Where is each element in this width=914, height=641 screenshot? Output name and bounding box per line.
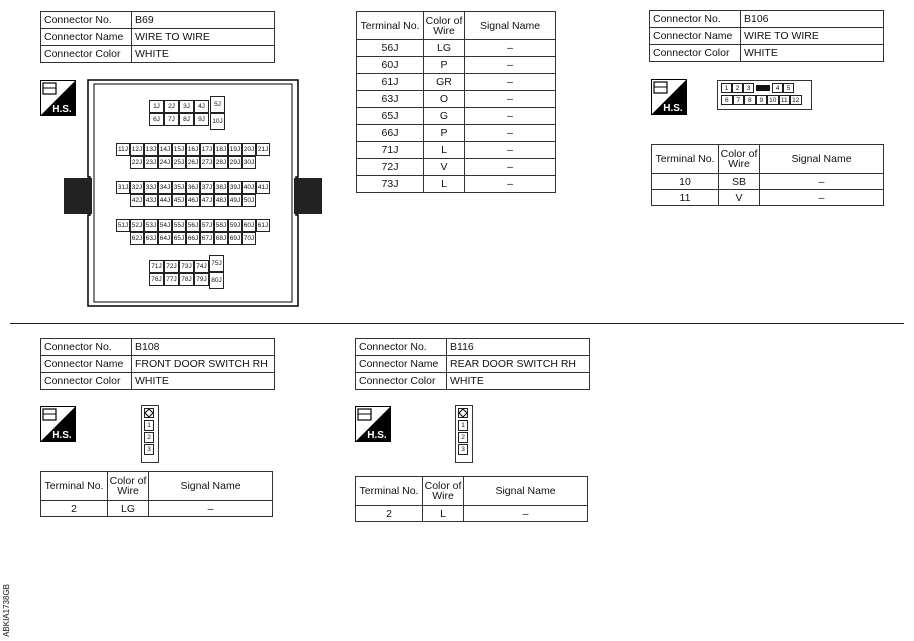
connector-pin: 69J bbox=[228, 232, 242, 245]
connector-pin: 1 bbox=[458, 420, 468, 431]
connector-color-value: WHITE bbox=[741, 45, 884, 62]
connector-pin: 21J bbox=[256, 143, 270, 156]
wire-color-cell: L bbox=[424, 176, 465, 193]
connector-pin: 72J bbox=[164, 260, 179, 273]
connector-pin: 60J bbox=[242, 219, 256, 232]
wire-color-cell: P bbox=[424, 57, 465, 74]
connector-name-value: WIRE TO WIRE bbox=[132, 29, 275, 46]
diamond-key-icon bbox=[144, 408, 154, 418]
wire-color-cell: LG bbox=[424, 40, 465, 57]
connector-pin: 6J bbox=[149, 113, 164, 126]
label: Connector No. bbox=[356, 339, 447, 356]
connector-pin: 29J bbox=[228, 156, 242, 169]
connector-pin: 36J bbox=[186, 181, 200, 194]
connector-pin: 37J bbox=[200, 181, 214, 194]
connector-pin: 3 bbox=[144, 444, 154, 455]
wire-color-cell: P bbox=[424, 125, 465, 142]
connector-key bbox=[756, 85, 770, 91]
table-row bbox=[357, 176, 556, 193]
connector-pin: 59J bbox=[228, 219, 242, 232]
label: Connector Color bbox=[41, 46, 132, 63]
b108-connector-info bbox=[40, 338, 275, 390]
wire-color-cell: L bbox=[423, 506, 464, 522]
table-row bbox=[357, 108, 556, 125]
connector-pin: 45J bbox=[172, 194, 186, 207]
signal-name-cell: – bbox=[465, 176, 556, 193]
signal-name-cell: – bbox=[465, 142, 556, 159]
connector-pin: 49J bbox=[228, 194, 242, 207]
b116-connector-info bbox=[355, 338, 590, 390]
connector-pin: 8 bbox=[744, 95, 756, 105]
connector-pin: 1J bbox=[149, 100, 164, 113]
signal-name-cell: – bbox=[465, 40, 556, 57]
connector-pin: 30J bbox=[242, 156, 256, 169]
header-terminal-no: Terminal No. bbox=[356, 477, 423, 506]
connector-pin: 24J bbox=[158, 156, 172, 169]
connector-pin: 12 bbox=[790, 95, 802, 105]
header-color-of-wire: Color of Wire bbox=[108, 472, 149, 501]
connector-pin: 54J bbox=[158, 219, 172, 232]
table-row bbox=[357, 91, 556, 108]
connector-pin: 2 bbox=[144, 432, 154, 443]
terminal-no-cell: 56J bbox=[357, 40, 424, 57]
wire-color-cell: SB bbox=[719, 174, 760, 190]
table-row bbox=[357, 142, 556, 159]
b106-terminal-table bbox=[651, 144, 884, 206]
connector-pin: 12J bbox=[130, 143, 144, 156]
connector-pin: 8J bbox=[179, 113, 194, 126]
table-row bbox=[357, 57, 556, 74]
b69-terminal-table bbox=[356, 11, 556, 193]
connector-pin: 73J bbox=[179, 260, 194, 273]
signal-name-cell: – bbox=[760, 190, 884, 206]
connector-pin: 28J bbox=[214, 156, 228, 169]
hs-label: H.S. bbox=[663, 103, 683, 114]
signal-name-cell: – bbox=[465, 159, 556, 176]
connector-pin: 56J bbox=[186, 219, 200, 232]
hs-label: H.S. bbox=[52, 430, 72, 441]
label: Connector No. bbox=[41, 339, 132, 356]
connector-pin: 55J bbox=[172, 219, 186, 232]
connector-pin: 63J bbox=[144, 232, 158, 245]
connector-pin: 20J bbox=[242, 143, 256, 156]
connector-pin: 76J bbox=[149, 273, 164, 286]
connector-pin: 17J bbox=[200, 143, 214, 156]
connector-pin: 31J bbox=[116, 181, 130, 194]
connector-pin: 9J bbox=[194, 113, 209, 126]
connector-pin: 22J bbox=[130, 156, 144, 169]
connector-pin: 3J bbox=[179, 100, 194, 113]
connector-pin: 5 bbox=[783, 83, 794, 93]
connector-pin: 53J bbox=[144, 219, 158, 232]
signal-name-cell: – bbox=[464, 506, 588, 522]
connector-pin: 47J bbox=[200, 194, 214, 207]
connector-pin: 66J bbox=[186, 232, 200, 245]
label: Connector Color bbox=[41, 373, 132, 390]
connector-no-value: B106 bbox=[741, 11, 884, 28]
connector-pin: 65J bbox=[172, 232, 186, 245]
connector-pin: 7 bbox=[733, 95, 745, 105]
connector-pin: 2 bbox=[732, 83, 743, 93]
connector-pin: 2 bbox=[458, 432, 468, 443]
b69-connector-info bbox=[40, 11, 275, 63]
header-signal-name: Signal Name bbox=[464, 477, 588, 506]
connector-pin: 57J bbox=[200, 219, 214, 232]
terminal-no-cell: 11 bbox=[652, 190, 719, 206]
header-signal-name: Signal Name bbox=[149, 472, 273, 501]
connector-name-value: FRONT DOOR SWITCH RH bbox=[132, 356, 275, 373]
connector-pin: 13J bbox=[144, 143, 158, 156]
connector-pin: 3 bbox=[458, 444, 468, 455]
terminal-no-cell: 72J bbox=[357, 159, 424, 176]
connector-pin: 70J bbox=[242, 232, 256, 245]
table-row bbox=[652, 174, 884, 190]
connector-pin: 26J bbox=[186, 156, 200, 169]
connector-pin: 42J bbox=[130, 194, 144, 207]
connector-no-value: B69 bbox=[132, 12, 275, 29]
header-signal-name: Signal Name bbox=[465, 12, 556, 40]
connector-pin: 35J bbox=[172, 181, 186, 194]
hs-label: H.S. bbox=[52, 104, 72, 115]
connector-pin: 44J bbox=[158, 194, 172, 207]
connector-pin: 3 bbox=[743, 83, 754, 93]
label: Connector Name bbox=[650, 28, 741, 45]
connector-pin: 1 bbox=[721, 83, 732, 93]
terminal-no-cell: 2 bbox=[41, 501, 108, 517]
connector-color-value: WHITE bbox=[132, 46, 275, 63]
connector-pin: 11J bbox=[116, 143, 130, 156]
terminal-no-cell: 60J bbox=[357, 57, 424, 74]
connector-pin: 46J bbox=[186, 194, 200, 207]
table-row bbox=[357, 125, 556, 142]
connector-pin: 58J bbox=[214, 219, 228, 232]
connector-pin: 39J bbox=[228, 181, 242, 194]
header-color-of-wire: Color of Wire bbox=[423, 477, 464, 506]
header-signal-name: Signal Name bbox=[760, 145, 884, 174]
connector-pin: 32J bbox=[130, 181, 144, 194]
header-terminal-no: Terminal No. bbox=[357, 12, 424, 40]
table-row bbox=[357, 74, 556, 91]
connector-pin: 62J bbox=[130, 232, 144, 245]
connector-pin: 9 bbox=[756, 95, 768, 105]
wire-color-cell: GR bbox=[424, 74, 465, 91]
connector-pin: 78J bbox=[179, 273, 194, 286]
connector-pin: 19J bbox=[228, 143, 242, 156]
header-color-of-wire: Color of Wire bbox=[424, 12, 465, 40]
connector-name-value: WIRE TO WIRE bbox=[741, 28, 884, 45]
connector-pin: 25J bbox=[172, 156, 186, 169]
label: Connector No. bbox=[650, 11, 741, 28]
connector-pin: 52J bbox=[130, 219, 144, 232]
connector-no-value: B108 bbox=[132, 339, 275, 356]
connector-pin: 1 bbox=[144, 420, 154, 431]
connector-pin: 14J bbox=[158, 143, 172, 156]
connector-pin: 67J bbox=[200, 232, 214, 245]
connector-pin: 11 bbox=[779, 95, 791, 105]
connector-pin: 77J bbox=[164, 273, 179, 286]
wire-color-cell: O bbox=[424, 91, 465, 108]
wire-color-cell: LG bbox=[108, 501, 149, 517]
connector-pin: 79J bbox=[194, 273, 209, 286]
signal-name-cell: – bbox=[465, 108, 556, 125]
connector-pin: 10J bbox=[210, 113, 225, 130]
connector-pin: 64J bbox=[158, 232, 172, 245]
connector-pin: 80J bbox=[209, 272, 224, 289]
signal-name-cell: – bbox=[465, 57, 556, 74]
connector-pin: 4 bbox=[772, 83, 783, 93]
connector-name-value: REAR DOOR SWITCH RH bbox=[447, 356, 590, 373]
connector-pin: 15J bbox=[172, 143, 186, 156]
wire-color-cell: G bbox=[424, 108, 465, 125]
table-row bbox=[356, 506, 588, 522]
connector-pin: 38J bbox=[214, 181, 228, 194]
connector-pin: 6 bbox=[721, 95, 733, 105]
diamond-key-icon bbox=[458, 408, 468, 418]
connector-pin: 68J bbox=[214, 232, 228, 245]
terminal-no-cell: 10 bbox=[652, 174, 719, 190]
connector-pin: 23J bbox=[144, 156, 158, 169]
signal-name-cell: – bbox=[149, 501, 273, 517]
hs-icon bbox=[40, 406, 76, 442]
figure-code: ABKIA1738GB bbox=[2, 584, 11, 637]
signal-name-cell: – bbox=[465, 74, 556, 91]
table-row bbox=[41, 501, 273, 517]
header-color-of-wire: Color of Wire bbox=[719, 145, 760, 174]
wire-color-cell: L bbox=[424, 142, 465, 159]
label: Connector Name bbox=[41, 356, 132, 373]
connector-pin: 7J bbox=[164, 113, 179, 126]
section-divider bbox=[10, 323, 904, 324]
label: Connector Color bbox=[650, 45, 741, 62]
connector-pin: 5J bbox=[210, 96, 225, 113]
table-row bbox=[357, 159, 556, 176]
b106-connector-info bbox=[649, 10, 884, 62]
header-terminal-no: Terminal No. bbox=[652, 145, 719, 174]
terminal-no-cell: 65J bbox=[357, 108, 424, 125]
connector-pin: 33J bbox=[144, 181, 158, 194]
connector-pin: 2J bbox=[164, 100, 179, 113]
hs-icon bbox=[651, 79, 687, 115]
signal-name-cell: – bbox=[465, 125, 556, 142]
connector-pin: 43J bbox=[144, 194, 158, 207]
connector-no-value: B116 bbox=[447, 339, 590, 356]
terminal-no-cell: 66J bbox=[357, 125, 424, 142]
terminal-no-cell: 73J bbox=[357, 176, 424, 193]
label: Connector Color bbox=[356, 373, 447, 390]
connector-pin: 51J bbox=[116, 219, 130, 232]
wire-color-cell: V bbox=[719, 190, 760, 206]
connector-pin: 10 bbox=[767, 95, 779, 105]
connector-pin: 48J bbox=[214, 194, 228, 207]
connector-pin: 75J bbox=[209, 255, 224, 272]
terminal-no-cell: 71J bbox=[357, 142, 424, 159]
connector-pin: 18J bbox=[214, 143, 228, 156]
hs-label: H.S. bbox=[367, 430, 387, 441]
table-row bbox=[652, 190, 884, 206]
connector-pin: 40J bbox=[242, 181, 256, 194]
connector-color-value: WHITE bbox=[447, 373, 590, 390]
connector-pin: 34J bbox=[158, 181, 172, 194]
connector-pin: 41J bbox=[256, 181, 270, 194]
label: Connector No. bbox=[41, 12, 132, 29]
b108-terminal-table bbox=[40, 471, 273, 517]
connector-pin: 74J bbox=[194, 260, 209, 273]
connector-pin: 16J bbox=[186, 143, 200, 156]
connector-color-value: WHITE bbox=[132, 373, 275, 390]
b116-terminal-table bbox=[355, 476, 588, 522]
connector-pin: 50J bbox=[242, 194, 256, 207]
connector-pin: 71J bbox=[149, 260, 164, 273]
wire-color-cell: V bbox=[424, 159, 465, 176]
terminal-no-cell: 2 bbox=[356, 506, 423, 522]
connector-pin: 27J bbox=[200, 156, 214, 169]
connector-pin: 61J bbox=[256, 219, 270, 232]
table-row bbox=[357, 40, 556, 57]
hs-icon bbox=[355, 406, 391, 442]
header-terminal-no: Terminal No. bbox=[41, 472, 108, 501]
terminal-no-cell: 61J bbox=[357, 74, 424, 91]
connector-pin: 4J bbox=[194, 100, 209, 113]
label: Connector Name bbox=[41, 29, 132, 46]
terminal-no-cell: 63J bbox=[357, 91, 424, 108]
signal-name-cell: – bbox=[760, 174, 884, 190]
signal-name-cell: – bbox=[465, 91, 556, 108]
label: Connector Name bbox=[356, 356, 447, 373]
